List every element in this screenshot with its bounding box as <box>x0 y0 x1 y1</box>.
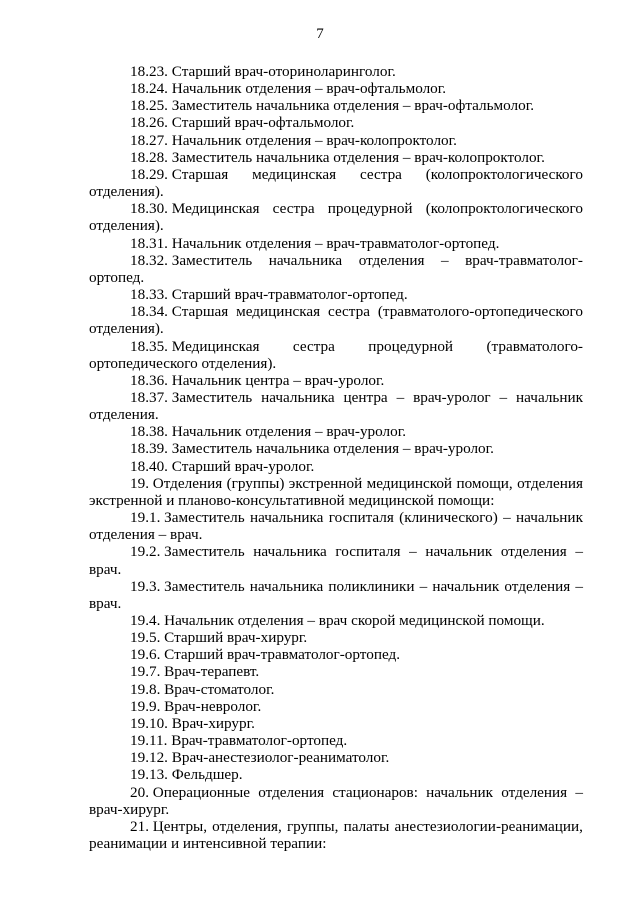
word: процедурной <box>368 337 454 355</box>
word: стационаров: <box>332 783 418 801</box>
word: сестра <box>328 303 370 321</box>
word: помощи, <box>456 474 513 492</box>
word: 19. Отделения <box>130 474 223 492</box>
text-line: 19.13. Фельдшер. <box>130 766 243 784</box>
text-line <box>89 475 583 492</box>
word: – <box>409 543 417 561</box>
word: госпиталя <box>328 509 394 527</box>
text-line <box>89 166 583 183</box>
word: врач-травматолог- <box>465 251 583 269</box>
word: начальник <box>432 577 500 595</box>
word: врач-уролог <box>413 388 491 406</box>
word: 21. Центры, <box>130 817 208 835</box>
word: медицинская <box>252 165 337 183</box>
text-line: 18.31. Начальник отделения – врач-травматолог-ортопед. <box>130 234 500 252</box>
word: (колопроктологического <box>425 200 583 218</box>
word: начальника <box>261 388 335 406</box>
word: отделения, <box>212 817 282 835</box>
text-line <box>89 200 583 217</box>
text-line: отделения). <box>89 217 164 235</box>
document-body <box>89 63 583 852</box>
text-line <box>89 303 583 320</box>
word: (группы) <box>226 474 285 492</box>
text-line: 19.5. Старший врач-хирург. <box>130 629 308 647</box>
word: начальник <box>516 388 583 406</box>
word: начальника <box>253 543 327 561</box>
text-line: врач. <box>89 560 122 578</box>
text-line: 19.4. Начальник отделения – врач скорой медицинской помощи. <box>130 612 545 629</box>
word: – <box>575 543 583 561</box>
word: центра <box>343 388 388 406</box>
word: 18.37. Заместитель <box>130 388 253 406</box>
text-line: 18.27. Начальник отделения – врач-колопроктолог. <box>130 131 457 149</box>
text-line: 18.23. Старший врач-оториноларинголог. <box>130 63 396 80</box>
word: процедурной <box>327 200 413 218</box>
word: – <box>575 783 583 801</box>
word: медицинская <box>236 303 321 321</box>
word: экстренной <box>288 474 363 492</box>
text-line <box>89 338 583 355</box>
text-line: отделения. <box>89 406 159 424</box>
text-line: 18.28. Заместитель начальника отделения – врач-колопроктолог. <box>130 148 545 166</box>
text-line: отделения). <box>89 320 164 338</box>
text-line: 19.11. Врач-травматолог-ортопед. <box>130 732 348 750</box>
word: отделения <box>500 543 567 561</box>
word: – <box>441 251 449 269</box>
text-line: врач. <box>89 594 122 612</box>
word: сестра <box>292 337 335 355</box>
word: начальник <box>516 509 583 527</box>
word: – <box>575 577 583 595</box>
word: отделения <box>517 474 583 492</box>
text-line: отделения – врач. <box>89 526 203 544</box>
word: (колопроктологического <box>425 165 583 183</box>
page-number: 7 <box>316 26 324 42</box>
word: – <box>499 388 508 406</box>
word: 18.35. Медицинская <box>130 337 260 355</box>
word: начальника <box>249 577 324 595</box>
text-line: 18.38. Начальник отделения – врач-уролог. <box>130 423 407 441</box>
word: отделения <box>358 251 425 269</box>
text-line: 18.24. Начальник отделения – врач-офтальмолог. <box>130 80 447 98</box>
word: отделения <box>501 783 568 801</box>
text-line: реанимации и интенсивной терапии: <box>89 835 327 853</box>
text-line: 19.12. Врач-анестезиолог-реаниматолог. <box>130 749 390 767</box>
text-line: ортопед. <box>89 268 145 286</box>
word: 19.1. Заместитель <box>130 509 245 527</box>
text-line: отделения). <box>89 183 164 201</box>
word: 18.30. Медицинская <box>130 200 260 218</box>
text-line: 18.36. Начальник центра – врач-уролог. <box>130 371 385 389</box>
text-line <box>89 252 583 269</box>
text-line: 19.6. Старший врач-травматолог-ортопед. <box>130 646 401 664</box>
word: палаты <box>343 817 390 835</box>
word: начальника <box>249 509 324 527</box>
word: отделения <box>504 577 571 595</box>
word: (травматолого- <box>486 337 583 355</box>
word: анестезиологии-реанимации, <box>394 817 583 835</box>
word: 19.2. Заместитель <box>130 543 245 561</box>
word: – <box>396 388 405 406</box>
text-line: 18.26. Старший врач-офтальмолог. <box>130 114 355 132</box>
word: сестра <box>359 165 402 183</box>
text-line: 19.9. Врач-невролог. <box>130 697 262 715</box>
text-line <box>89 509 583 526</box>
word: сестра <box>272 200 315 218</box>
word: 19.3. Заместитель <box>130 577 245 595</box>
text-line: 18.33. Старший врач-травматолог-ортопед. <box>130 286 408 304</box>
text-line <box>89 818 583 835</box>
text-line: врач-хирург. <box>89 800 170 818</box>
text-line <box>89 543 583 560</box>
word: 18.29. Старшая <box>130 165 229 183</box>
text-line: 19.7. Врач-терапевт. <box>130 663 260 681</box>
word: – <box>419 577 428 595</box>
text-line: 18.39. Заместитель начальника отделения – врач-уролог. <box>130 440 494 458</box>
text-line <box>89 784 583 801</box>
word: (клинического) <box>399 509 498 527</box>
word: 18.34. Старшая <box>130 303 229 321</box>
text-line: 18.40. Старший врач-уролог. <box>130 457 315 475</box>
text-line <box>89 389 583 406</box>
word: (травматолого-ортопедического <box>377 303 583 321</box>
word: поликлиники <box>328 577 415 595</box>
text-line: экстренной и планово-консультативной медицинской помощи: <box>89 491 495 509</box>
word: госпиталя <box>335 543 401 561</box>
word: медицинской <box>366 474 453 492</box>
word: группы, <box>286 817 339 835</box>
text-line: ортопедического отделения). <box>89 354 277 372</box>
word: начальник <box>426 783 494 801</box>
word: отделения <box>258 783 325 801</box>
word: начальника <box>268 251 343 269</box>
text-line: 19.8. Врач-стоматолог. <box>130 680 275 698</box>
text-line <box>89 578 583 595</box>
word: 18.32. Заместитель <box>130 251 253 269</box>
word: начальник <box>425 543 493 561</box>
word: – <box>503 509 511 527</box>
text-line: 19.10. Врач-хирург. <box>130 714 255 732</box>
word: 20. Операционные <box>130 783 251 801</box>
text-line: 18.25. Заместитель начальника отделения – врач-офтальмолог. <box>130 97 535 115</box>
